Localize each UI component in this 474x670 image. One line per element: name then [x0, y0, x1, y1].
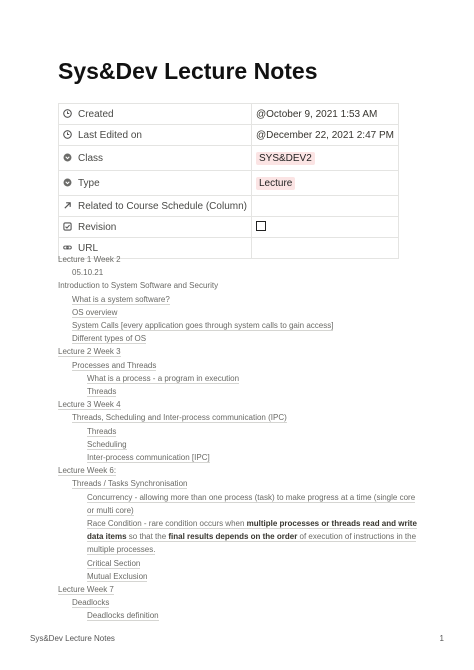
revision-checkbox[interactable] [256, 221, 266, 231]
checkbox-icon [63, 222, 72, 231]
property-row-revision [59, 217, 399, 238]
outline-link[interactable]: Scheduling [87, 439, 127, 449]
outline-link[interactable]: Threads, Scheduling and Inter-process communication (IPC) [72, 413, 287, 423]
property-value[interactable] [251, 196, 398, 217]
outline-link[interactable]: Concurrency - allowing more than one process (task) to make progress at a time (single core or multi core) [87, 492, 416, 515]
property-row-type [59, 171, 399, 196]
property-key-label: Type [78, 177, 100, 189]
outline-item: Lecture 1 Week 2 [58, 255, 121, 264]
outline-link[interactable]: Deadlocks definition [87, 611, 159, 621]
type-tag[interactable]: Lecture [256, 177, 295, 190]
outline-race-condition[interactable]: Race Condition - rare condition occurs when multiple processes or threads read and write data items so that the final results depends on the order of execution of instructions in the multiple processes. [87, 519, 417, 555]
outline-link[interactable]: Inter-process communication [IPC] [87, 453, 210, 463]
property-key-label: Last Edited on [78, 129, 142, 141]
outline-link[interactable]: Critical Section [87, 558, 141, 568]
outline-item: 05.10.21 [72, 268, 104, 278]
property-row-created [59, 104, 399, 125]
outline-link[interactable]: Lecture Week 6: [58, 466, 117, 476]
outline-link[interactable]: OS overview [72, 307, 118, 317]
outline-link[interactable]: Mutual Exclusion [87, 571, 148, 581]
property-value[interactable]: @December 22, 2021 2:47 PM [251, 125, 398, 146]
property-key-label: Created [78, 108, 114, 120]
outline-link[interactable]: Processes and Threads [72, 360, 157, 370]
outline-link[interactable]: What is a system software? [72, 294, 170, 304]
lecture-outline [58, 253, 418, 623]
select-icon [63, 178, 72, 187]
page-number: 1 [439, 634, 444, 643]
property-key [59, 196, 252, 217]
property-row-class [59, 146, 399, 171]
outline-link[interactable]: Lecture 3 Week 4 [58, 400, 121, 410]
outline-link[interactable]: Threads [87, 387, 117, 397]
property-key [59, 171, 252, 196]
outline-link[interactable]: Deadlocks [72, 598, 110, 608]
property-value[interactable] [251, 217, 398, 238]
outline-link[interactable]: System Calls [every application goes through system calls to gain access] [72, 321, 334, 331]
clock-icon [63, 130, 72, 139]
outline-link[interactable]: What is a process - a program in execution [87, 373, 240, 383]
property-key [59, 125, 252, 146]
outline-link[interactable]: Lecture Week 7 [58, 585, 114, 595]
page-title: Sys&Dev Lecture Notes [58, 58, 318, 84]
outline-link[interactable]: Different types of OS [72, 334, 147, 344]
link-icon [63, 243, 72, 252]
property-key [59, 217, 252, 238]
clock-icon [63, 109, 72, 118]
outline-item: Introduction to System Software and Security [58, 281, 219, 291]
class-tag[interactable]: SYS&DEV2 [256, 152, 315, 165]
property-row-last-edited [59, 125, 399, 146]
outline-link[interactable]: Threads [87, 426, 117, 436]
property-key [59, 146, 252, 171]
property-value[interactable]: @October 9, 2021 1:53 AM [251, 104, 398, 125]
arrow-up-right-icon [63, 201, 72, 210]
outline-link[interactable]: Threads / Tasks Synchronisation [72, 479, 188, 489]
footer-title: Sys&Dev Lecture Notes [30, 634, 115, 643]
property-value[interactable] [251, 171, 398, 196]
outline-link[interactable]: Lecture 2 Week 3 [58, 347, 121, 357]
property-key-label: URL [78, 242, 99, 254]
select-icon [63, 153, 72, 162]
properties-table [58, 103, 399, 259]
property-row-related [59, 196, 399, 217]
property-key-label: Related to Course Schedule (Column) [78, 200, 247, 212]
property-key-label: Class [78, 152, 104, 164]
property-key [59, 104, 252, 125]
property-key-label: Revision [78, 221, 117, 233]
property-value[interactable] [251, 146, 398, 171]
